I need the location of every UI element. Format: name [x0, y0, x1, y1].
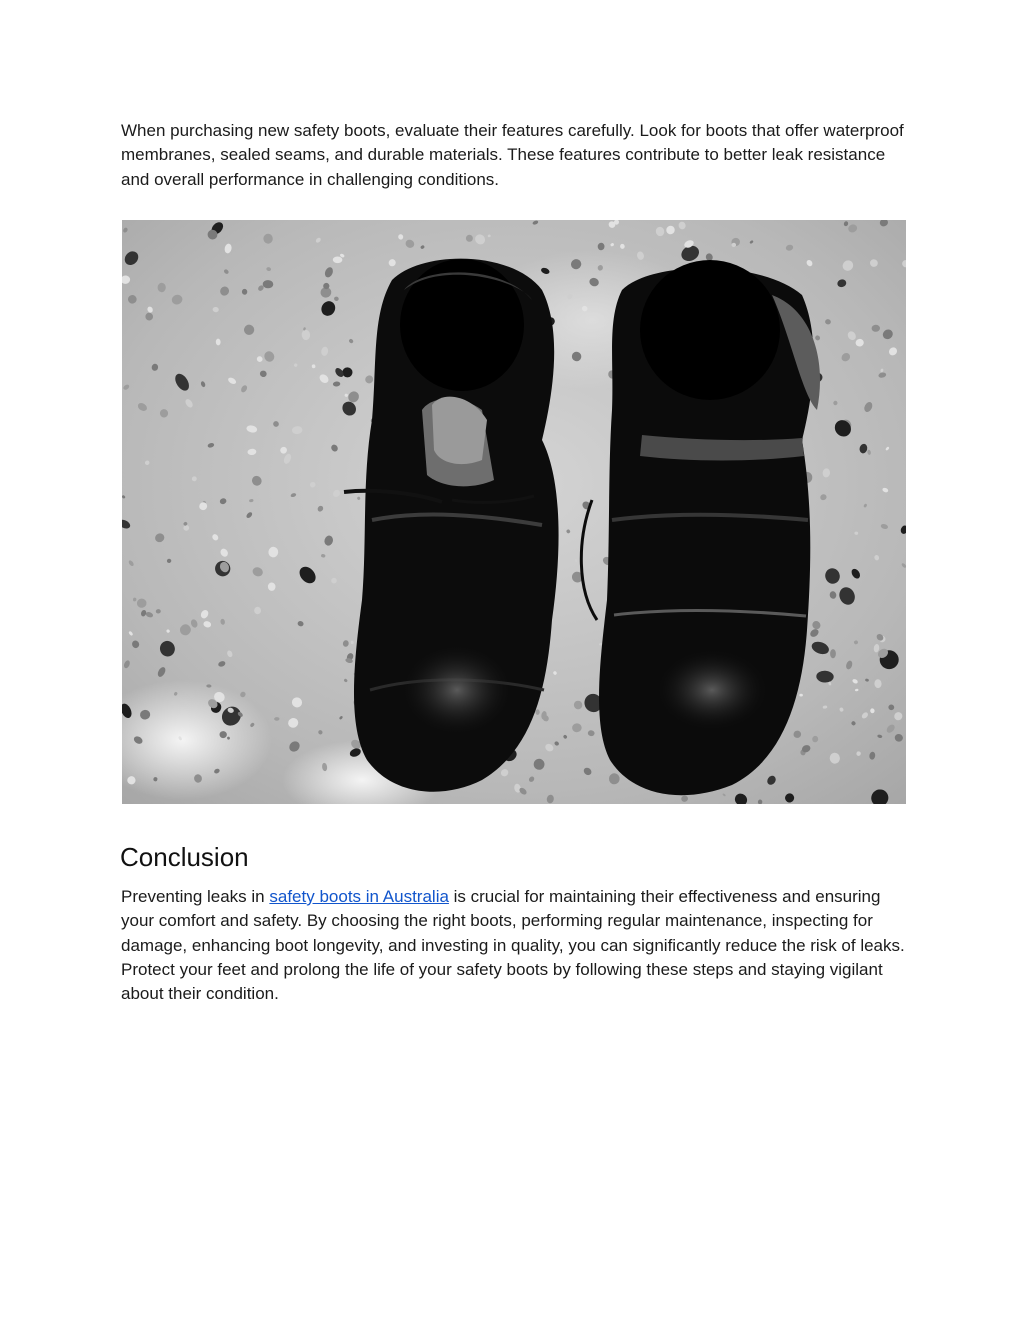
- conclusion-text-end: is crucial for maintaining their effectiveness and ensuring your comfort and safety. By choosing the right boots, performing regular maintenance, inspecting for damage, enhancing boot longevity, and investing in quality, you can significantly reduce the risk of leaks. Protect your feet and prolong the life of your safety boots by following these steps and staying vigilant about their condition.: [121, 887, 905, 1004]
- safety-boots-link[interactable]: safety boots in Australia: [269, 887, 449, 906]
- right-boot: [581, 260, 820, 795]
- conclusion-text-start: Preventing leaks in: [121, 887, 270, 906]
- safety-boots-photo: [122, 220, 906, 804]
- conclusion-paragraph: [121, 885, 911, 1006]
- intro-paragraph: When purchasing new safety boots, evaluate their features carefully. Look for boots that offer waterproof membranes, sealed seams, and durable materials. These features contribute to better leak resistance and overall performance in challenging conditions.: [121, 121, 904, 189]
- section-heading: Conclusion: [120, 842, 249, 872]
